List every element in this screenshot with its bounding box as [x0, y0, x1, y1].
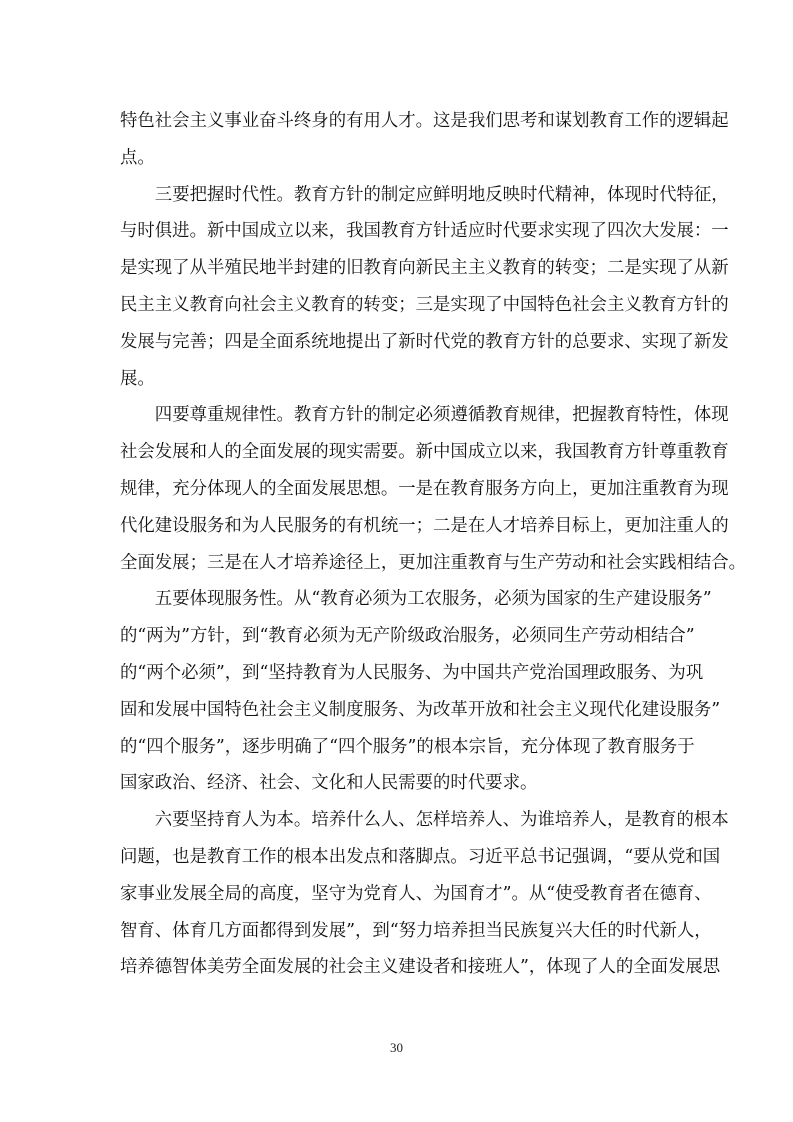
text-line: 问题，也是教育工作的根本出发点和落脚点。习近平总书记强调，“要从党和国 — [120, 846, 721, 867]
text-line: 全面发展；三是在人才培养途径上，更加注重教育与生产劳动和社会实践相结合。 — [120, 552, 747, 573]
text-line: 智育、体育几方面都得到发展”，到“努力培养担当民族复兴大任的时代新人， — [120, 920, 712, 941]
text-line: 的“两为”方针，到“教育必须为无产阶级政治服务，必须同生产劳动相结合” — [120, 626, 695, 647]
text-line: 四要尊重规律性。教育方针的制定必须遵循教育规律，把握教育特性，体现 — [154, 405, 729, 426]
text-line: 的“两个必须”，到“坚持教育为人民服务、为中国共产党治国理政服务、为巩 — [120, 662, 704, 683]
text-line: 与时俱进。新中国成立以来，我国教育方针适应时代要求实现了四次大发展：一 — [120, 221, 729, 242]
text-line: 社会发展和人的全面发展的现实需要。新中国成立以来，我国教育方针尊重教育 — [120, 442, 729, 463]
text-line: 展。 — [120, 368, 155, 389]
text-line: 固和发展中国特色社会主义制度服务、为改革开放和社会主义现代化建设服务” — [120, 699, 721, 720]
text-line: 代化建设服务和为人民服务的有机统一；二是在人才培养目标上，更加注重人的 — [120, 515, 729, 536]
text-line: 培养德智体美劳全面发展的社会主义建设者和接班人”，体现了人的全面发展思 — [120, 957, 721, 978]
document-body — [120, 103, 747, 986]
text-line: 六要坚持育人为本。培养什么人、怎样培养人、为谁培养人，是教育的根本 — [154, 810, 729, 831]
text-line: 五要体现服务性。从“教育必须为工农服务，必须为国家的生产建设服务” — [154, 589, 712, 610]
text-line: 的“四个服务”，逐步明确了“四个服务”的根本宗旨，充分体现了教育服务于 — [120, 736, 695, 757]
text-line: 点。 — [120, 147, 155, 168]
text-line: 规律，充分体现人的全面发展思想。一是在教育服务方向上，更加注重教育为现 — [120, 478, 729, 499]
text-line: 特色社会主义事业奋斗终身的有用人才。这是我们思考和谋划教育工作的逻辑起 — [120, 111, 729, 131]
text-line: 三要把握时代性。教育方针的制定应鲜明地反映时代精神，体现时代特征， — [154, 184, 729, 205]
text-line: 是实现了从半殖民地半封建的旧教育向新民主主义教育的转变；二是实现了从新 — [120, 258, 729, 279]
text-line: 家事业发展全局的高度，坚守为党育人、为国育才”。从“使受教育者在德育、 — [120, 883, 712, 904]
text-line: 民主主义教育向社会主义教育的转变；三是实现了中国特色社会主义教育方针的 — [120, 294, 729, 315]
text-line: 发展与完善；四是全面系统地提出了新时代党的教育方针的总要求、实现了新发 — [120, 331, 729, 352]
page-number: 30 — [390, 1040, 403, 1055]
text-line: 国家政治、经济、社会、文化和人民需要的时代要求。 — [120, 773, 538, 794]
